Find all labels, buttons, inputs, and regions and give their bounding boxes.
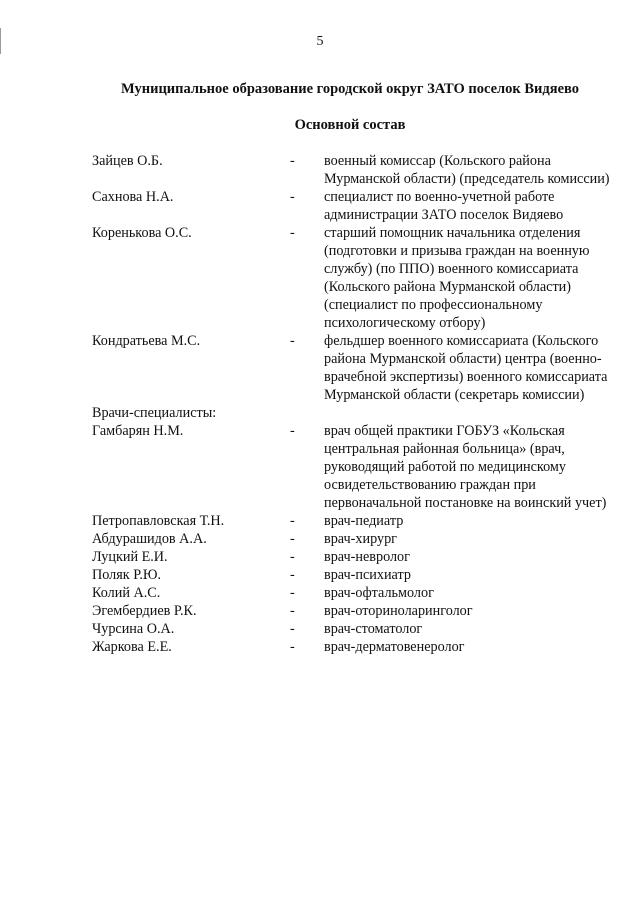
member-name: Жаркова Е.Е. (92, 639, 172, 655)
organization-heading: Муниципальное образование городской округ ЗАТО поселок Видяево (120, 81, 579, 97)
member-role: врач-дерматовенеролог (324, 639, 465, 655)
roster-row (92, 548, 617, 566)
separator-dash: - (290, 531, 295, 547)
roster-row (92, 602, 617, 620)
separator-dash: - (290, 225, 295, 241)
separator-dash: - (290, 603, 295, 619)
roster-row (92, 224, 617, 332)
separator-dash: - (290, 621, 295, 637)
roster-row (92, 566, 617, 584)
member-role: врач-хирург (324, 531, 397, 547)
page-number: 5 (316, 34, 324, 49)
roster-row (92, 422, 617, 512)
member-name: Колий А.С. (92, 585, 161, 601)
member-role: старший помощник начальника отделения (подготовки и призыва граждан на военную службу) (по ППО) военного комиссариата (Кольского района Мурманской области) (специалист по профессиональному психологическому отбору) (324, 225, 590, 331)
member-role: врач-офтальмолог (324, 585, 434, 601)
separator-dash: - (290, 189, 295, 205)
separator-dash: - (290, 585, 295, 601)
member-name: Сахнова Н.А. (92, 189, 174, 205)
member-name: Петропавловская Т.Н. (92, 513, 225, 529)
separator-dash: - (290, 153, 295, 169)
member-role: военный комиссар (Кольского района Мурманской области) (председатель комиссии) (324, 153, 610, 187)
member-name: Эгембердиев Р.К. (92, 603, 197, 619)
roster-row (92, 530, 617, 548)
separator-dash: - (290, 639, 295, 655)
member-role: врач-стоматолог (324, 621, 423, 637)
member-name: Гамбарян Н.М. (92, 423, 184, 439)
member-role: специалист по военно-учетной работе администрации ЗАТО поселок Видяево (324, 189, 564, 223)
roster-row (92, 512, 617, 530)
specialists-label: Врачи-специалисты: (92, 405, 217, 421)
separator-dash: - (290, 549, 295, 565)
member-role: врач-оториноларинголог (324, 603, 473, 619)
separator-dash: - (290, 423, 295, 439)
member-role: врач-психиатр (324, 567, 411, 583)
member-name: Луцкий Е.И. (92, 549, 168, 565)
roster-row (92, 332, 617, 404)
roster-row (92, 638, 617, 656)
roster-row (92, 584, 617, 602)
member-name: Чурсина О.А. (92, 621, 175, 637)
roster-row (92, 188, 617, 224)
member-role: врач-педиатр (324, 513, 404, 529)
member-role: врач общей практики ГОБУЗ «Кольская центральная районная больница» (врач, руководящий работой по медицинскому освидетельствованию граждан при первоначальной постановке на воинский учет) (324, 423, 607, 511)
member-role: фельдшер военного комиссариата (Кольского района Мурманской области) центра (военно-врачебной экспертизы) военного комиссариата Мурманской области (секретарь комиссии) (324, 333, 608, 403)
member-name: Кондратьева М.С. (92, 333, 201, 349)
separator-dash: - (290, 333, 295, 349)
member-name: Поляк Р.Ю. (92, 567, 161, 583)
separator-dash: - (290, 567, 295, 583)
composition-heading: Основной состав (294, 117, 406, 133)
roster-row (92, 152, 617, 188)
separator-dash: - (290, 513, 295, 529)
member-name: Коренькова О.С. (92, 225, 192, 241)
member-name: Зайцев О.Б. (92, 153, 163, 169)
roster-row (92, 620, 617, 638)
member-name: Абдурашидов А.А. (92, 531, 207, 547)
roster-list (92, 152, 617, 656)
member-role: врач-невролог (324, 549, 410, 565)
